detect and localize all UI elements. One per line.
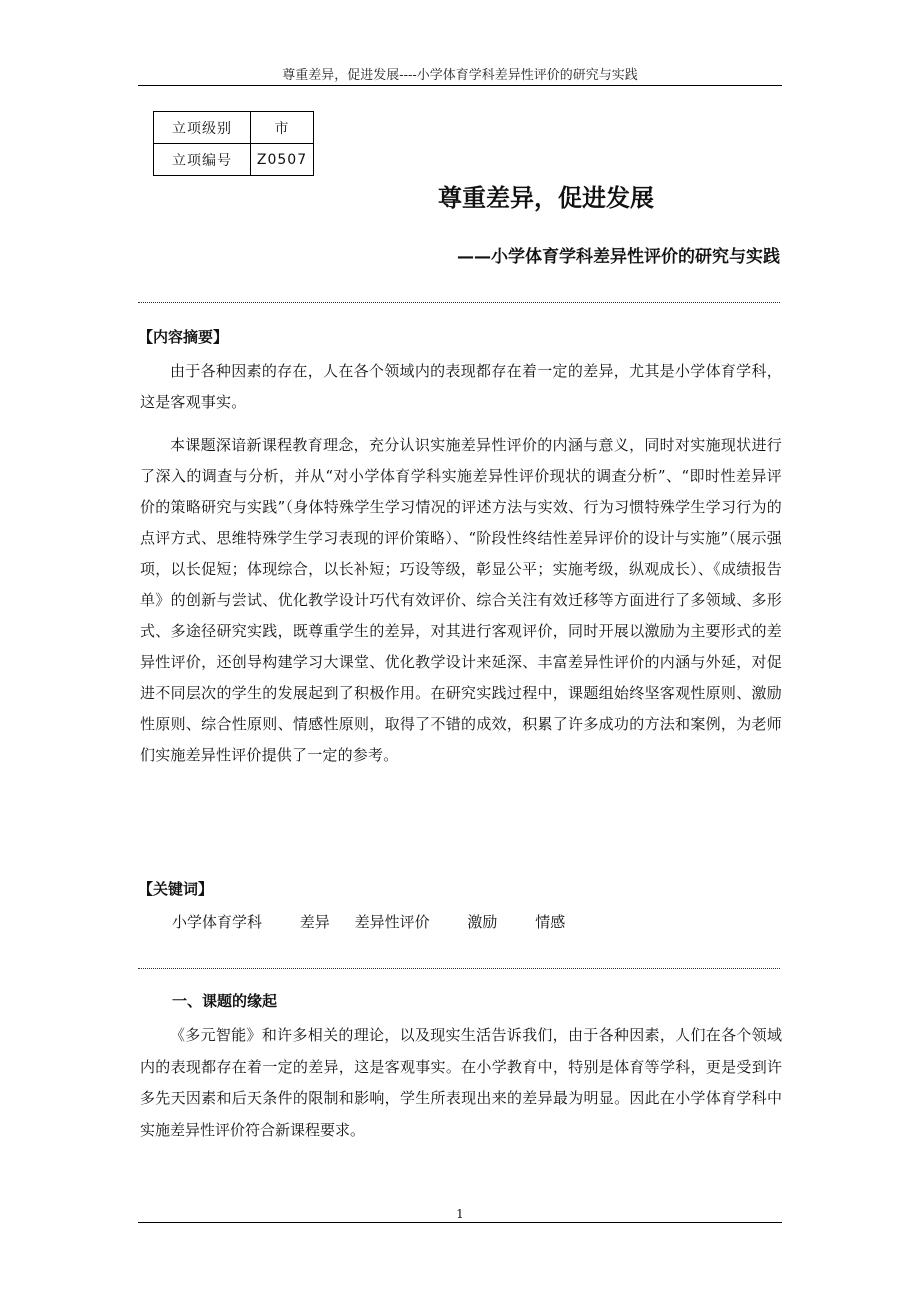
table-row — [154, 144, 314, 176]
project-level-value: 市 — [251, 112, 314, 144]
project-number-value: Z0507 — [251, 144, 314, 176]
divider — [138, 968, 780, 969]
section-heading: 一、课题的缘起 — [172, 992, 278, 1010]
keywords-list — [172, 911, 565, 932]
table-row — [154, 112, 314, 144]
abstract-paragraph-1: 由于各种因素的存在，人在各个领域内的表现都存在着一定的差异，尤其是小学体育学科，这是客观事实。 — [140, 362, 782, 411]
abstract-paragraph-2: 本课题深谙新课程教育理念，充分认识实施差异性评价的内涵与意义，同时对实施现状进行了深入的调查与分析，并从“对小学体育学科实施差异性评价现状的调查分析”、“即时性差异评价的策略研究与实践”（身体特殊学生学习情况的评述方法与实效、行为习惯特殊学生学习行为的点评方式、思维特殊学生学习表现的评价策略）、“阶段性终结性差异评价的设计与实施”（展示强项，以长促短；体现综合，以长补短；巧设等级，彰显公平；实施考级，纵观成长）、《成绩报告单》的创新与尝试、优化教学设计巧代有效评价、综合关注有效迁移等方面进行了多领域、多形式、多途径研究实践，既尊重学生的差异，对其进行客观评价，同时开展以激励为主要形式的差异性评价，还创导构建学习大课堂、优化教学设计来延深、丰富差异性评价的内涵与外延，对促进不同层次的学生的发展起到了积极作用。在研究实践过程中，课题组始终坚客观性原则、激励性原则、综合性原则、情感性原则，取得了不错的成效，积累了许多成功的方法和案例，为老师们实施差异性评价提供了一定的参考。 — [140, 436, 782, 764]
keyword: 差异 — [299, 913, 330, 931]
keyword: 差异性评价 — [354, 913, 430, 931]
section-paragraph: 《多元智能》和许多相关的理论，以及现实生活告诉我们，由于各种因素，人们在各个领域内的表现都存在着一定的差异，这是客观事实。在小学教育中，特别是体育等学科，更是受到许多先天因素和后天条件的限制和影响，学生所表现出来的差异最为明显。因此在小学体育学科中实施差异性评价符合新课程要求。 — [140, 1026, 782, 1139]
divider — [138, 302, 780, 303]
abstract-label: 【内容摘要】 — [138, 328, 229, 346]
keyword: 激励 — [467, 913, 498, 931]
page-number: 1 — [456, 1207, 464, 1221]
footer-rule — [138, 1222, 782, 1223]
header-rule — [138, 85, 782, 86]
document-title: 尊重差异，促进发展 — [438, 184, 654, 212]
document-subtitle: ——小学体育学科差异性评价的研究与实践 — [457, 247, 780, 267]
project-number-label: 立项编号 — [154, 144, 251, 176]
keyword: 情感 — [535, 913, 566, 931]
project-level-label: 立项级别 — [154, 112, 251, 144]
running-header: 尊重差异，促进发展----小学体育学科差异性评价的研究与实践 — [282, 68, 638, 83]
project-info-table — [153, 111, 314, 176]
keyword: 小学体育学科 — [172, 913, 263, 931]
keywords-label: 【关键词】 — [138, 880, 214, 898]
